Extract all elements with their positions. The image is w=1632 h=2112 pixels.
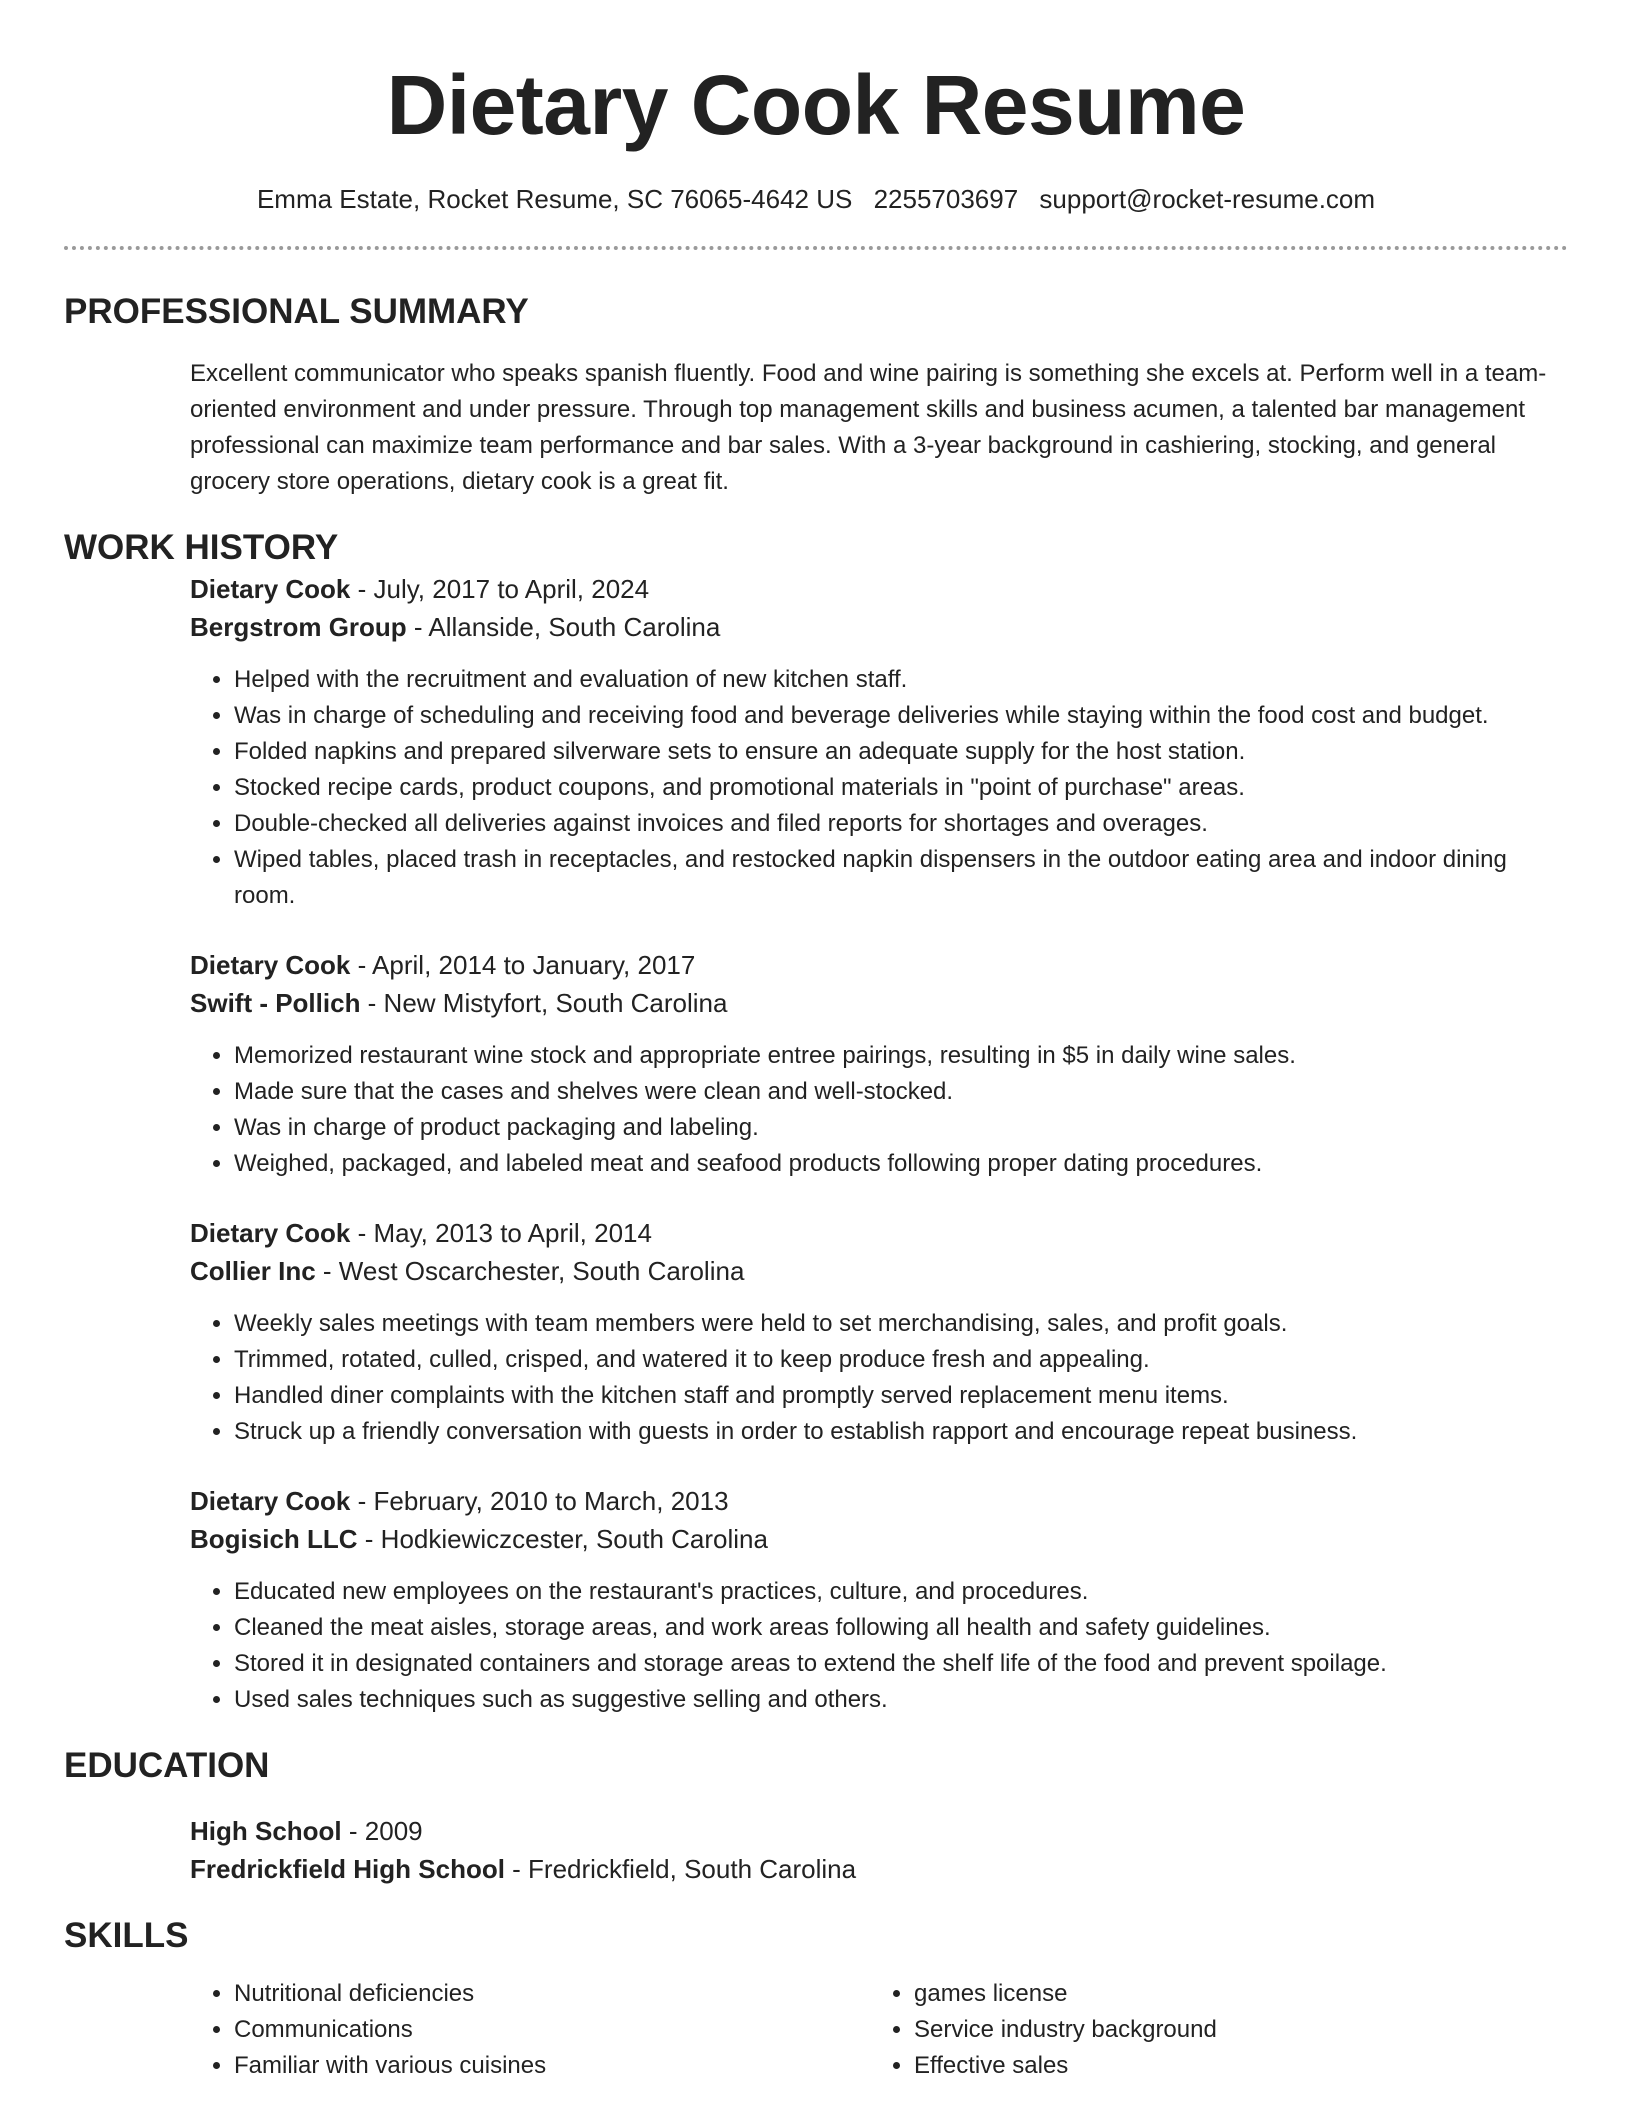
job-company: Bergstrom Group: [190, 612, 407, 642]
list-item: • Struck up a friendly conversation with guests in order to establish rapport and encourage repeat business.: [234, 1414, 1568, 1450]
resume-header: [64, 0, 1568, 216]
job-location: - West Oscarchester, South Carolina: [315, 1256, 745, 1286]
list-item: • Nutritional deficiencies: [234, 1976, 870, 2012]
job-entry: [190, 570, 1568, 914]
resume-title: Dietary Cook Resume: [386, 58, 1246, 152]
job-title: Dietary Cook: [190, 950, 351, 980]
list-item: • Stored it in designated containers and storage areas to extend the shelf life of the food and prevent spoilage.: [234, 1646, 1568, 1682]
skills-heading: SKILLS: [64, 1916, 189, 1955]
education-heading: EDUCATION: [64, 1746, 270, 1785]
list-item: • games license: [914, 1976, 1550, 2012]
list-item: • Made sure that the cases and shelves were clean and well-stocked.: [234, 1074, 1568, 1110]
job-company-line: [190, 984, 1568, 1022]
job-entry: [190, 1482, 1568, 1718]
list-item: • Familiar with various cuisines: [234, 2048, 870, 2084]
list-item: • Effective sales: [914, 2048, 1550, 2084]
job-company-line: [190, 608, 1568, 646]
work-history-heading: WORK HISTORY: [64, 528, 339, 567]
job-company: Collier Inc: [190, 1256, 316, 1286]
education-location: - Fredrickfield, South Carolina: [504, 1854, 857, 1884]
job-company: Bogisich LLC: [190, 1524, 358, 1554]
list-item: • Service industry background: [914, 2012, 1550, 2048]
job-entry: [190, 1214, 1568, 1450]
job-duties: [190, 1038, 1568, 1182]
list-item: • Double-checked all deliveries against invoices and filed reports for shortages and overages.: [234, 806, 1568, 842]
job-location: - New Mistyfort, South Carolina: [360, 988, 728, 1018]
list-item: • Was in charge of scheduling and receiving food and beverage deliveries while staying within the food cost and budget.: [234, 698, 1568, 734]
list-item: • Handled diner complaints with the kitchen staff and promptly served replacement menu items.: [234, 1378, 1568, 1414]
skills-column-left: [190, 1976, 870, 2084]
job-duties: [190, 662, 1568, 914]
job-title-line: [190, 570, 1568, 608]
education-degree: High School: [190, 1816, 342, 1846]
list-item: • Weighed, packaged, and labeled meat and seafood products following proper dating procedures.: [234, 1146, 1568, 1182]
job-title: Dietary Cook: [190, 574, 351, 604]
job-title: Dietary Cook: [190, 1486, 351, 1516]
list-item: • Weekly sales meetings with team members were held to set merchandising, sales, and profit goals.: [234, 1306, 1568, 1342]
job-duties: [190, 1306, 1568, 1450]
list-item: • Used sales techniques such as suggestive selling and others.: [234, 1682, 1568, 1718]
job-dates: - May, 2013 to April, 2014: [350, 1218, 652, 1248]
job-dates: - April, 2014 to January, 2017: [350, 950, 696, 980]
job-entry: [190, 946, 1568, 1182]
education-degree-line: [190, 1812, 1568, 1850]
job-duties: [190, 1574, 1568, 1718]
job-title-line: [190, 1482, 1568, 1520]
job-title-line: [190, 1214, 1568, 1252]
contact-phone[interactable]: 2255703697: [873, 184, 1019, 214]
list-item: • Trimmed, rotated, culled, crisped, and watered it to keep produce fresh and appealing.: [234, 1342, 1568, 1378]
education-entry: [190, 1812, 1568, 1888]
list-item: • Was in charge of product packaging and labeling.: [234, 1110, 1568, 1146]
job-location: - Allanside, South Carolina: [406, 612, 721, 642]
contact-email[interactable]: support@rocket-resume.com: [1039, 184, 1376, 214]
summary-text: Excellent communicator who speaks spanish fluently. Food and wine pairing is something she excels at. Perform well in a team-oriented environment and under pressure. Through top management skills and business acumen, a talented bar management professional can maximize team performance and bar sales. With a 3-year background in cashiering, stocking, and general grocery store operations, dietary cook is a great fit.: [190, 360, 1547, 495]
list-item: • Stocked recipe cards, product coupons, and promotional materials in "point of purchase" areas.: [234, 770, 1568, 806]
list-item: • Memorized restaurant wine stock and appropriate entree pairings, resulting in $5 in daily wine sales.: [234, 1038, 1568, 1074]
contact-line: [64, 182, 1568, 216]
list-item: • Educated new employees on the restaurant's practices, culture, and procedures.: [234, 1574, 1568, 1610]
job-title-line: [190, 946, 1568, 984]
job-company-line: [190, 1252, 1568, 1290]
job-location: - Hodkiewiczcester, South Carolina: [357, 1524, 768, 1554]
education-school: Fredrickfield High School: [190, 1854, 505, 1884]
job-company-line: [190, 1520, 1568, 1558]
list-item: • Cleaned the meat aisles, storage areas, and work areas following all health and safety guidelines.: [234, 1610, 1568, 1646]
skills-column-right: [870, 1976, 1550, 2084]
skills-list: [190, 1976, 1568, 2084]
contact-address: Emma Estate, Rocket Resume, SC 76065-4642 US: [256, 184, 853, 214]
education-year: - 2009: [341, 1816, 423, 1846]
job-dates: - February, 2010 to March, 2013: [350, 1486, 729, 1516]
education-school-line: [190, 1850, 1568, 1888]
list-item: • Wiped tables, placed trash in receptacles, and restocked napkin dispensers in the outdoor eating area and indoor dining room.: [234, 842, 1568, 914]
job-title: Dietary Cook: [190, 1218, 351, 1248]
summary-heading: PROFESSIONAL SUMMARY: [64, 292, 529, 331]
header-divider: [64, 246, 1568, 250]
resume-page: [64, 0, 1568, 2084]
list-item: • Folded napkins and prepared silverware sets to ensure an adequate supply for the host station.: [234, 734, 1568, 770]
list-item: • Helped with the recruitment and evaluation of new kitchen staff.: [234, 662, 1568, 698]
job-dates: - July, 2017 to April, 2024: [350, 574, 650, 604]
job-company: Swift - Pollich: [190, 988, 361, 1018]
list-item: • Communications: [234, 2012, 870, 2048]
